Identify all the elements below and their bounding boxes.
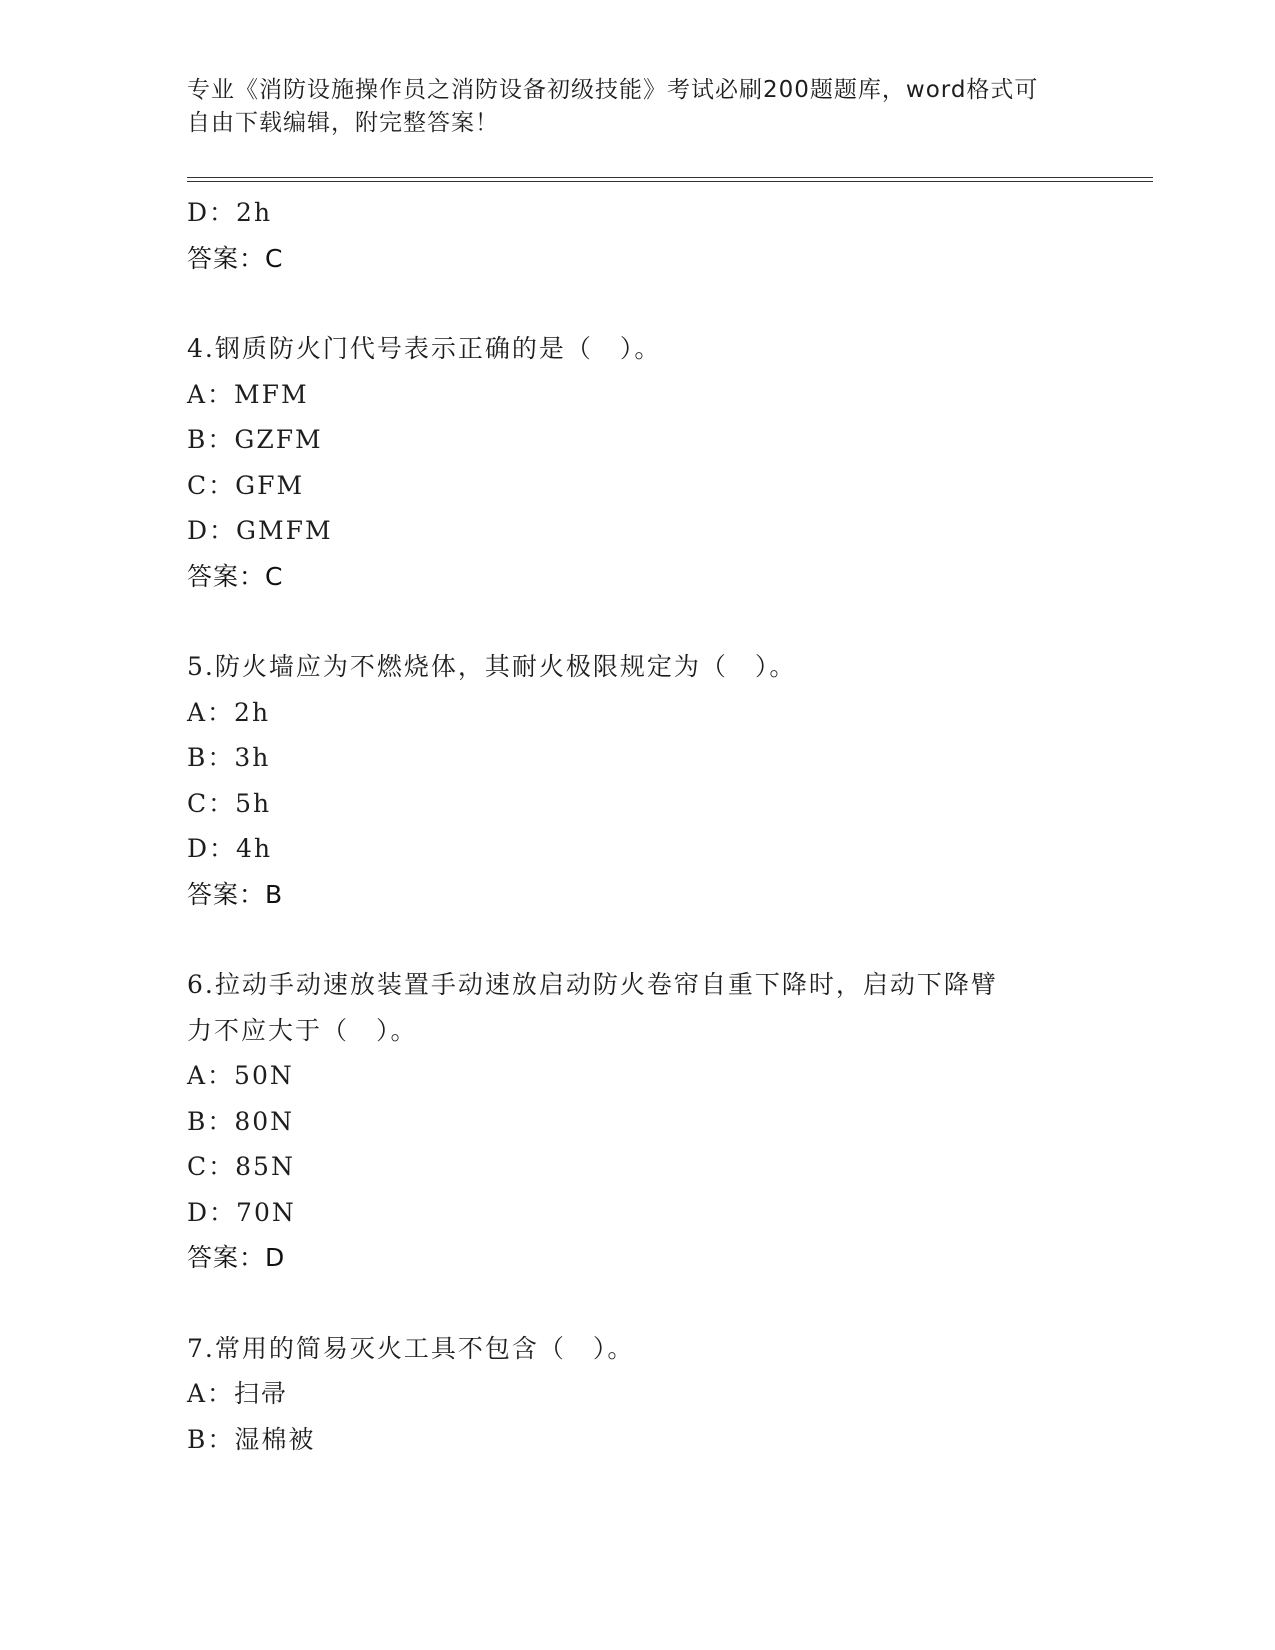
- header-divider-top: [187, 177, 1153, 178]
- question-text-line-2: 力不应大于（ ）。: [187, 1015, 418, 1045]
- answer: 答案：B: [187, 879, 284, 909]
- question-4: [187, 326, 1067, 599]
- question-6: [187, 962, 1067, 1281]
- header-divider-bottom: [187, 181, 1153, 182]
- option-a: A：2h: [187, 697, 271, 727]
- option-d: D：GMFM: [187, 516, 333, 545]
- option-d: D：70N: [187, 1197, 296, 1227]
- document-header: [187, 74, 1067, 140]
- header-line-1: 专业《消防设施操作员之消防设备初级技能》考试必刷200题题库，word格式可: [187, 77, 1039, 103]
- question-5: [187, 644, 1067, 917]
- question-text: 7.常用的简易灭火工具不包含（ ）。: [187, 1333, 635, 1363]
- option-b: B：湿棉被: [187, 1424, 316, 1454]
- question-7: [187, 1326, 1067, 1463]
- option-c: C：5h: [187, 788, 272, 818]
- option-b: B：GZFM: [187, 425, 323, 454]
- answer: 答案：D: [187, 1243, 286, 1272]
- answer: 答案：C: [187, 561, 284, 591]
- option-b: B：80N: [187, 1106, 295, 1136]
- option-a: A：扫帚: [187, 1379, 289, 1408]
- question-text: 4.钢质防火门代号表示正确的是（ ）。: [187, 334, 662, 363]
- option-a: A：50N: [187, 1061, 294, 1090]
- option-c: C：85N: [187, 1152, 295, 1181]
- question-3-tail: [187, 190, 1067, 281]
- option-b: B：3h: [187, 743, 271, 772]
- header-line-2: 自由下载编辑，附完整答案！: [187, 110, 499, 136]
- answer: 答案：C: [187, 243, 284, 273]
- option-c: C：GFM: [187, 470, 305, 500]
- document-body: [187, 190, 1067, 1462]
- question-text-line-1: 6.拉动手动速放装置手动速放启动防火卷帘自重下降时，启动下降臂: [187, 970, 998, 999]
- option-a: A：MFM: [187, 379, 309, 409]
- option-d: D：2h: [187, 198, 273, 227]
- question-text: 5.防火墙应为不燃烧体，其耐火极限规定为（ ）。: [187, 652, 797, 681]
- option-d: D：4h: [187, 834, 273, 863]
